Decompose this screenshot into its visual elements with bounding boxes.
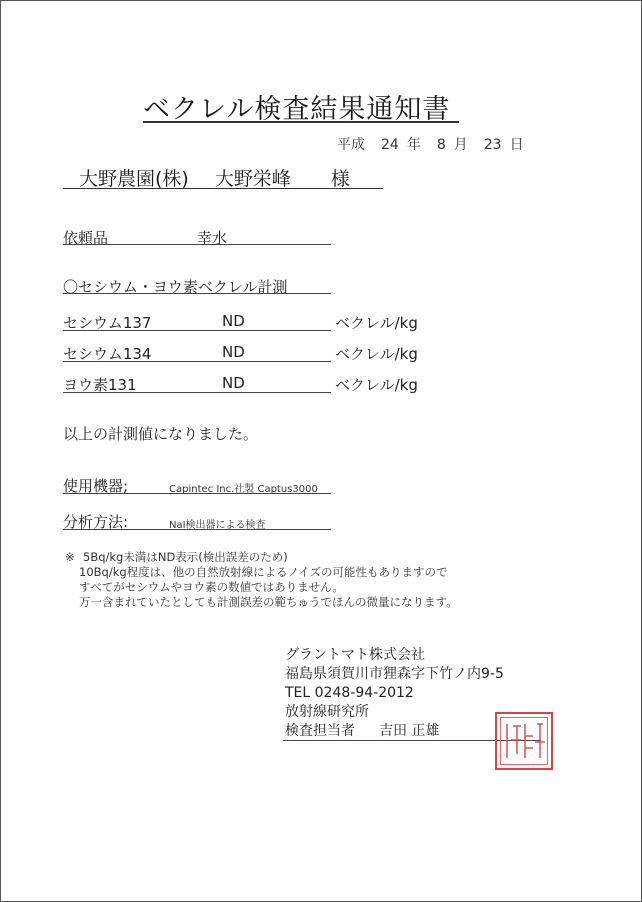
recipient-company: 大野農園(株) [79, 168, 189, 190]
section-heading: 〇セシウム・ヨウ素ベクレル計測 [63, 278, 288, 296]
item-underline [63, 244, 331, 245]
date-month: 8 [436, 137, 446, 153]
document-title: ベクレル検査結果通知書 [143, 94, 451, 125]
issuer-lab: 放射線研究所 [285, 704, 369, 720]
note-mark: ※ [65, 550, 75, 564]
measurement-result: ND [222, 374, 245, 392]
conclusion-text: 以上の計測値になりました。 [63, 425, 259, 443]
measurement-nuclide: セシウム137 [63, 314, 152, 332]
issuer-tel: TEL 0248-94-2012 [285, 685, 414, 701]
date-month-unit: 月 [453, 137, 468, 153]
note-line: 5Bq/kg未満はND表示(検出誤差のため) [83, 550, 288, 564]
measurement-nuclide: ヨウ素131 [63, 376, 137, 394]
equipment-value: Capintec Inc.社製 Captus3000 [169, 484, 318, 495]
equipment-underline [63, 493, 331, 494]
measurement-result: ND [222, 312, 245, 330]
method-value: NaI検出器による検査 [169, 520, 266, 531]
recipient-underline [63, 188, 383, 189]
measurement-underline [63, 361, 331, 362]
date-day: 23 [483, 137, 502, 153]
measurement-underline [63, 330, 331, 331]
recipient-person: 大野栄峰 [214, 168, 291, 190]
issuer-company: グラントマト株式会社 [285, 647, 425, 663]
issuer-person-name: 吉田 正雄 [379, 723, 440, 739]
measurement-result: ND [222, 343, 245, 361]
section-underline [63, 293, 331, 294]
note-line: すべてがセシウムやヨウ素の数値ではありません。 [79, 580, 344, 594]
company-seal [495, 712, 553, 770]
issuer-person [285, 722, 439, 741]
note-line: 万一含まれていたとしても計測誤差の範ちゅうでほんの微量になります。 [79, 595, 458, 609]
measurement-unit: ベクレル/kg [335, 314, 418, 332]
item-value: 幸水 [197, 229, 228, 247]
equipment-label: 使用機器; [63, 477, 129, 495]
issuer-address: 福島県須賀川市狸森字下竹ノ内9-5 [285, 666, 504, 682]
recipient [79, 164, 376, 191]
issue-date [337, 134, 540, 154]
issuer-person-label: 検査担当者 [285, 723, 355, 739]
title-underline [143, 121, 459, 123]
method-underline [63, 529, 331, 530]
measurement-underline [63, 392, 331, 393]
note-line: 10Bq/kg程度は、他の自然放射線によるノイズの可能性もありますので [79, 565, 448, 579]
item-label: 依頼品 [63, 229, 109, 247]
date-year: 24 [381, 137, 399, 153]
measurement-nuclide: セシウム134 [63, 345, 152, 363]
company-seal-marks [497, 714, 551, 768]
measurement-unit: ベクレル/kg [335, 345, 418, 363]
method-label: 分析方法: [63, 513, 129, 531]
date-era: 平成 [337, 137, 365, 153]
recipient-honorific: 様 [330, 168, 350, 190]
measurement-unit: ベクレル/kg [335, 376, 418, 394]
date-day-unit: 日 [509, 137, 524, 153]
date-year-unit: 年 [406, 137, 421, 153]
